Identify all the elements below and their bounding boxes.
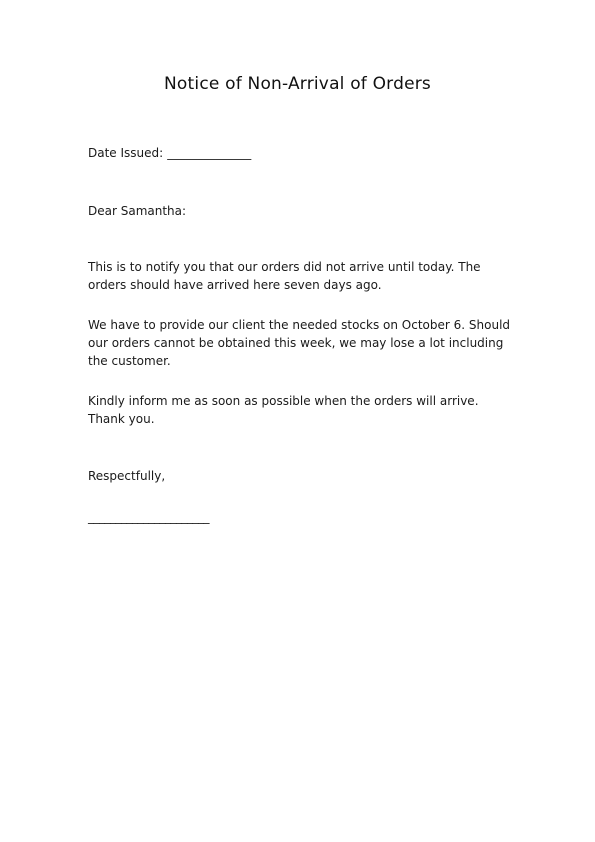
- body-paragraph-1: This is to notify you that our orders did not arrive until today. The orders should have arrived here seven days ago.: [88, 260, 481, 292]
- document-title: Notice of Non-Arrival of Orders: [164, 74, 431, 94]
- greeting: Dear Samantha:: [88, 204, 187, 218]
- body-paragraph-2: We have to provide our client the needed stocks on October 6. Should our orders cannot be obtained this week, we may lose a lot including the customer.: [88, 318, 511, 368]
- body-paragraph-3: Kindly inform me as soon as possible when the orders will arrive. Thank you.: [88, 394, 479, 426]
- date-issued-line: [88, 144, 518, 162]
- date-blank: ______________: [167, 146, 252, 160]
- date-issued-label: Date Issued:: [88, 146, 164, 160]
- closing: Respectfully,: [88, 469, 166, 483]
- signature-line: ______________________: [88, 510, 209, 524]
